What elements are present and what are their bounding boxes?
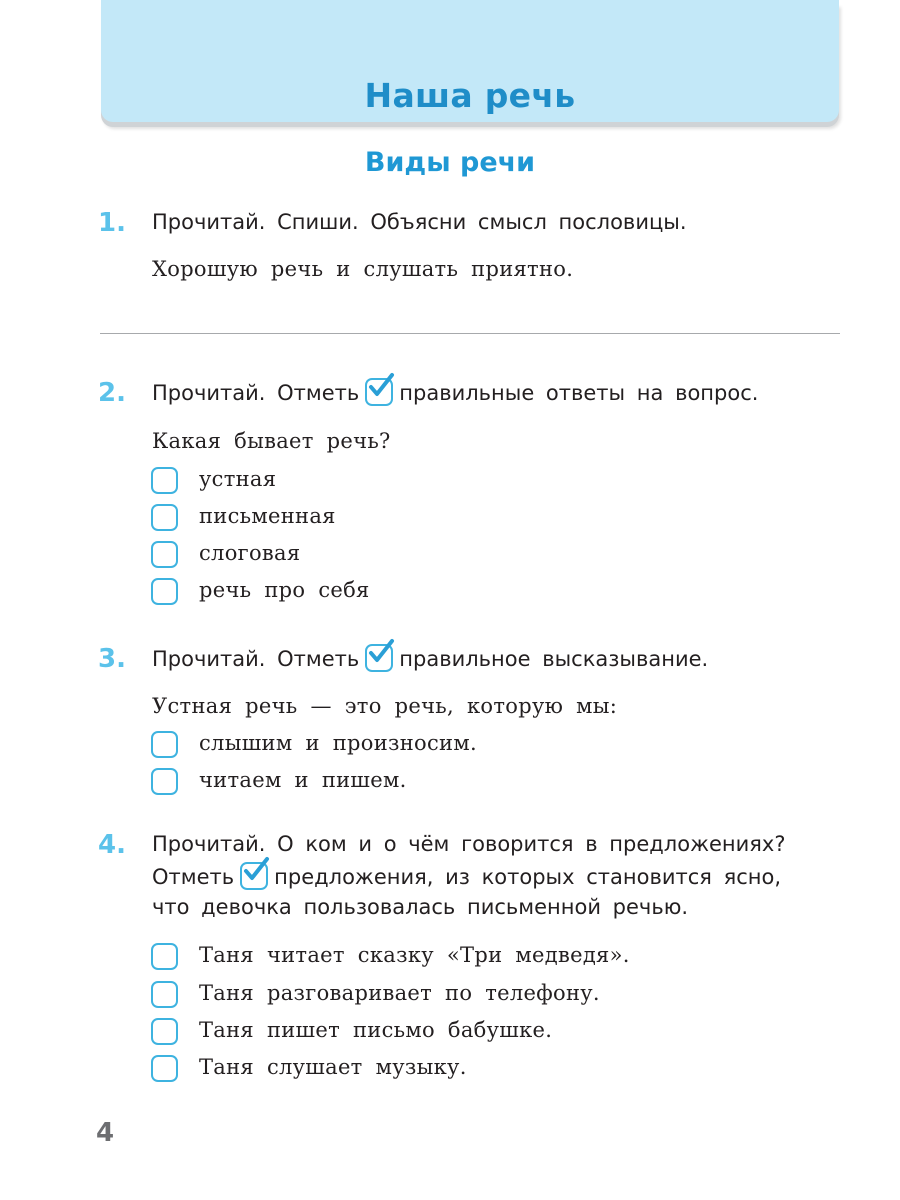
check-mark-icon bbox=[365, 378, 393, 406]
task-2-instruction-start: Прочитай. Отметь bbox=[152, 381, 360, 405]
answer-checkbox[interactable] bbox=[151, 1055, 178, 1082]
task-2-instruction bbox=[152, 380, 758, 408]
answer-checkbox[interactable] bbox=[151, 1018, 178, 1045]
option-label: письменная bbox=[199, 504, 336, 528]
task-1-instruction: Прочитай. Спиши. Объясни смысл пословицы. bbox=[152, 210, 687, 234]
task-4-number: 4. bbox=[98, 830, 126, 860]
answer-checkbox[interactable] bbox=[151, 541, 178, 568]
answer-checkbox[interactable] bbox=[151, 981, 178, 1008]
task-3-instruction-start: Прочитай. Отметь bbox=[152, 647, 360, 671]
task-4-instruction-start: Отметь bbox=[152, 865, 235, 889]
task-1-number: 1. bbox=[98, 208, 126, 238]
answer-checkbox[interactable] bbox=[151, 578, 178, 605]
answer-checkbox[interactable] bbox=[151, 731, 178, 758]
answer-checkbox[interactable] bbox=[151, 943, 178, 970]
answer-checkbox[interactable] bbox=[151, 504, 178, 531]
option-label: слоговая bbox=[199, 541, 301, 565]
check-mark-icon bbox=[240, 862, 268, 890]
task-1-proverb: Хорошую речь и слушать приятно. bbox=[152, 257, 574, 281]
check-mark-icon bbox=[365, 644, 393, 672]
option-label: Таня пишет письмо бабушке. bbox=[199, 1018, 553, 1042]
task-3-instruction-end: правильное высказывание. bbox=[399, 647, 709, 671]
task-4-instruction-line-2 bbox=[152, 864, 781, 892]
task-3-question: Устная речь — это речь, которую мы: bbox=[152, 694, 618, 718]
writing-line bbox=[100, 333, 840, 334]
option-label: Таня разговаривает по телефону. bbox=[199, 981, 600, 1005]
answer-checkbox[interactable] bbox=[151, 467, 178, 494]
header-banner bbox=[101, 0, 839, 122]
task-3-number: 3. bbox=[98, 644, 126, 674]
task-4-instruction-end: предложения, из которых становится ясно, bbox=[274, 865, 781, 889]
task-2-number: 2. bbox=[98, 378, 126, 408]
option-label: речь про себя bbox=[199, 578, 370, 602]
page-number: 4 bbox=[96, 1118, 115, 1148]
option-label: Таня читает сказку «Три медведя». bbox=[199, 943, 630, 967]
section-title: Виды речи bbox=[364, 147, 536, 178]
chapter-title: Наша речь bbox=[364, 76, 576, 115]
task-4-instruction-line-3: что девочка пользовалась письменной речью. bbox=[152, 895, 689, 919]
option-label: читаем и пишем. bbox=[199, 768, 407, 792]
option-label: устная bbox=[199, 467, 277, 491]
task-4-instruction-line-1: Прочитай. О ком и о чём говорится в предложениях? bbox=[152, 832, 786, 856]
task-2-question: Какая бывает речь? bbox=[152, 429, 391, 453]
option-label: слышим и произносим. bbox=[199, 731, 477, 755]
option-label: Таня слушает музыку. bbox=[199, 1055, 467, 1079]
answer-checkbox[interactable] bbox=[151, 768, 178, 795]
task-2-instruction-end: правильные ответы на вопрос. bbox=[399, 381, 759, 405]
task-3-instruction bbox=[152, 646, 708, 674]
